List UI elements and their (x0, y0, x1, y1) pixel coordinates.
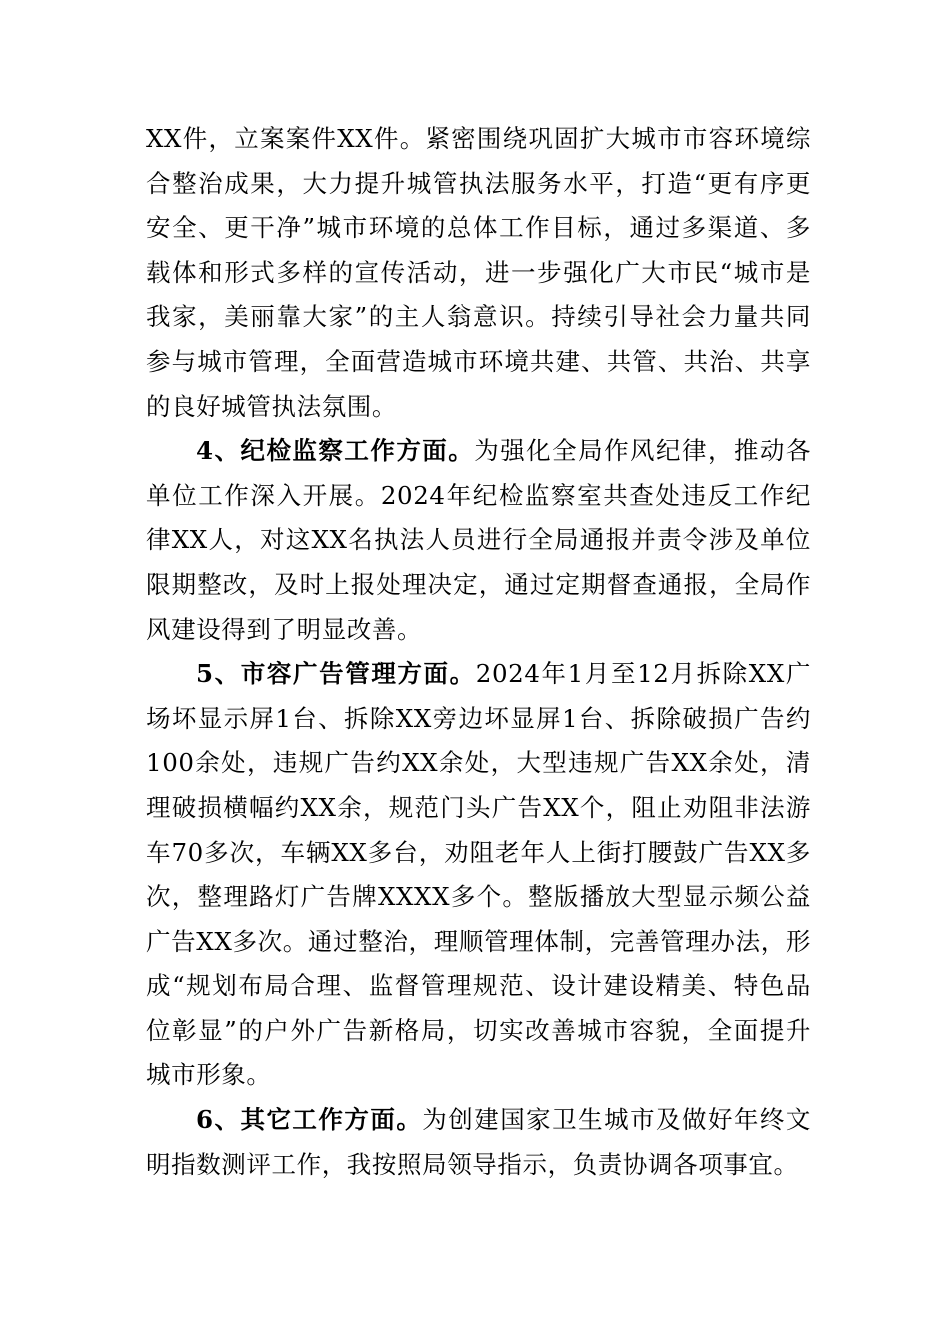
paragraph-advertising-management (146, 652, 811, 1098)
paragraph-heading: 4、纪检监察工作方面。 (196, 436, 475, 466)
paragraph-discipline-inspection (146, 429, 811, 652)
paragraph-heading: 6、其它工作方面。 (196, 1105, 423, 1135)
paragraph-body: 2024年1月至12月拆除XX广场坏显示屏1台、拆除XX旁边坏显屏1台、拆除破损广告约100余处，违规广告约XX余处，大型违规广告XX余处，清理破损横幅约XX余，规范门头广告XX个，阻止劝阻非法游车70多次，车辆XX多台，劝阻老年人上街打腰鼓广告XX多次，整理路灯广告牌XXXX多个。整版播放大型显示频公益广告XX多次。通过整治，理顺管理体制，完善管理办法，形成“规划布局合理、监督管理规范、设计建设精美、特色品位彰显”的户外广告新格局，切实改善城市容貌，全面提升城市形象。 (146, 659, 811, 1090)
paragraph-body: XX件，立案案件XX件。紧密围绕巩固扩大城市市容环境综合整治成果，大力提升城管执法服务水平，打造“更有序更安全、更干净”城市环境的总体工作目标，通过多渠道、多载体和形式多样的宣传活动，进一步强化广大市民“城市是我家，美丽靠大家”的主人翁意识。持续引导社会力量共同参与城市管理，全面营造城市环境共建、共管、共治、共享的良好城管执法氛围。 (146, 124, 811, 421)
paragraph-other-work (146, 1098, 811, 1187)
paragraph-continuation (146, 117, 811, 429)
paragraph-heading: 5、市容广告管理方面。 (196, 659, 476, 689)
paragraph-body: 为强化全局作风纪律，推动各单位工作深入开展。2024年纪检监察室共查处违反工作纪律XX人，对这XX名执法人员进行全局通报并责令涉及单位限期整改，及时上报处理决定，通过定期督查通报，全局作风建设得到了明显改善。 (146, 436, 811, 644)
paragraph-body: 为创建国家卫生城市及做好年终文明指数测评工作，我按照局领导指示，负责协调各项事宜。 (146, 1105, 811, 1179)
document-body (146, 117, 811, 1187)
